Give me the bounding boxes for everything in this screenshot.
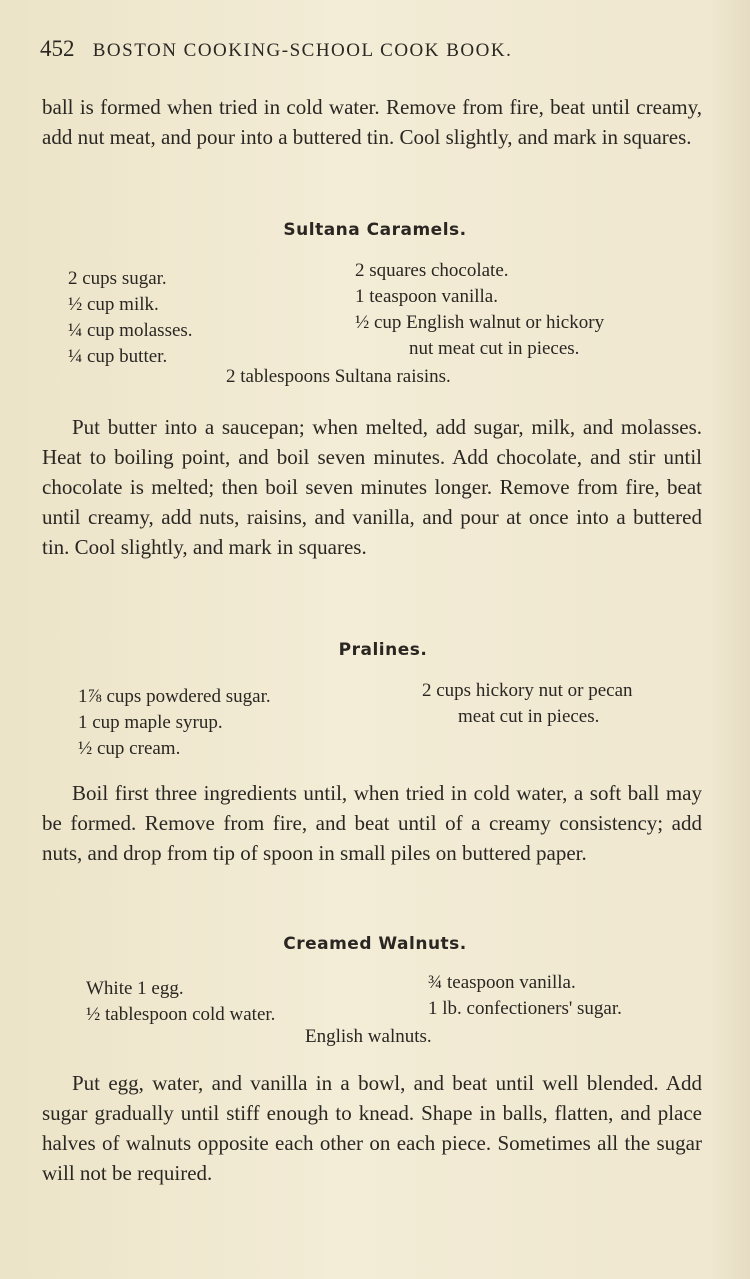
ingredient-center-sultana: 2 tablespoons Sultana raisins.: [226, 366, 451, 387]
ingredient-item: ½ cup English walnut or hickory: [355, 312, 605, 333]
ingredient-item: 2 cups hickory nut or pecan: [422, 680, 633, 701]
ingredient-item: 1⅞ cups powdered sugar.: [78, 686, 271, 707]
ingredient-item: 2 cups sugar.: [68, 268, 167, 289]
ingredient-item: ¼ cup molasses.: [68, 320, 193, 341]
directions-pralines: Boil first three ingredients until, when tried in cold water, a soft ball may be formed. Remove from fire, and beat until of a creamy consistency; add nuts, and drop from tip of spoon in small piles on buttered paper.: [42, 781, 702, 865]
page-number: 452: [40, 36, 75, 61]
ingredient-item: meat cut in pieces.: [458, 706, 600, 727]
directions-sultana-caramels: Put butter into a saucepan; when melted, add sugar, milk, and molasses. Heat to boiling point, and boil seven minutes. Add chocolate, and stir until chocolate is melted; then boil seven minutes longer. Remove from fire, beat until creamy, add nuts, raisins, and vanilla, and pour at once into a buttered tin. Cool slightly, and mark in squares.: [42, 415, 702, 559]
ingredient-item: 1 cup maple syrup.: [78, 712, 223, 733]
running-title: BOSTON COOKING-SCHOOL COOK BOOK.: [92, 40, 513, 61]
ingredient-center-walnuts: English walnuts.: [305, 1026, 432, 1047]
ingredient-item: ¼ cup butter.: [68, 346, 168, 367]
ingredient-item: 2 squares chocolate.: [355, 260, 509, 281]
ingredient-item: nut meat cut in pieces.: [409, 338, 580, 359]
ingredients-left-pralines: [78, 684, 271, 762]
ingredients-right-sultana: [355, 258, 604, 362]
continuation-paragraph: ball is formed when tried in cold water. Remove from fire, beat until creamy, add nut meat, and pour into a buttered tin. Cool slightly, and mark in squares.: [42, 95, 702, 149]
ingredient-item: 1 lb. confectioners' sugar.: [428, 998, 622, 1019]
ingredients-right-pralines: [422, 678, 633, 730]
recipe-title-sultana-caramels: Sultana Caramels.: [283, 220, 467, 240]
ingredient-item: ½ tablespoon cold water.: [86, 1004, 276, 1025]
ingredient-item: 1 teaspoon vanilla.: [355, 286, 498, 307]
recipe-title-pralines: Pralines.: [338, 640, 428, 660]
recipe-title-creamed-walnuts: Creamed Walnuts.: [283, 934, 467, 954]
ingredients-left-sultana: [68, 266, 193, 370]
ingredients-left-walnuts: [86, 976, 275, 1028]
directions-creamed-walnuts: Put egg, water, and vanilla in a bowl, and beat until well blended. Add sugar gradually until stiff enough to knead. Shape in balls, flatten, and place halves of walnuts opposite each other on each piece. Sometimes all the sugar will not be required.: [42, 1071, 702, 1185]
running-header: [40, 36, 680, 62]
ingredient-item: White 1 egg.: [86, 978, 184, 999]
ingredient-item: ½ cup milk.: [68, 294, 159, 315]
ingredient-item: ½ cup cream.: [78, 738, 181, 759]
ingredient-item: ¾ teaspoon vanilla.: [428, 972, 576, 993]
ingredients-right-walnuts: [428, 970, 622, 1022]
